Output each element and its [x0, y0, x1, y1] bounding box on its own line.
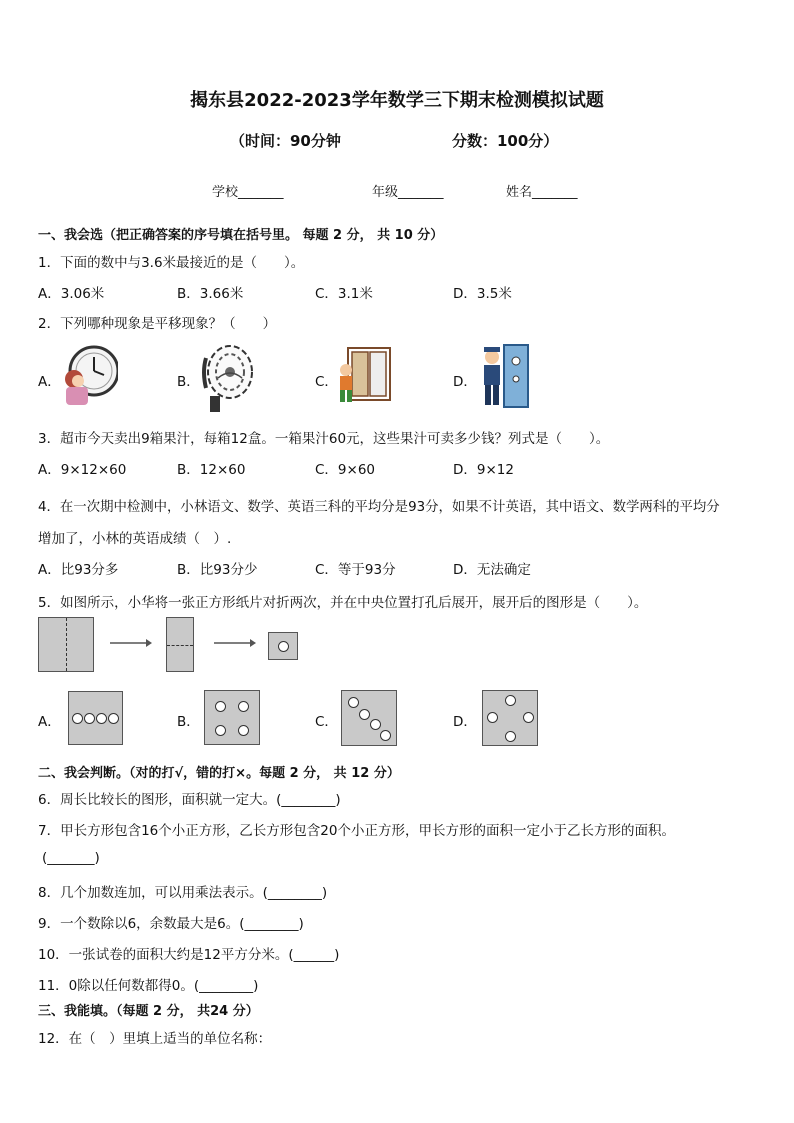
question-8: 8．几个加数连加，可以用乘法表示。(________): [38, 885, 328, 901]
section-1-heading: 一、我会选（把正确答案的序号填在括号里。 每题 2 分， 共 10 分）: [38, 228, 444, 243]
arrow-icon: [212, 637, 256, 649]
q5-option-c-figure: [341, 690, 397, 746]
question-6: 6．周长比较长的图形，面积就一定大。(________): [38, 792, 341, 808]
section-2-heading: 二、我会判断。（对的打√，错的打×。每题 2 分， 共 12 分）: [38, 766, 400, 781]
q1-option-b: B．3.66米: [177, 286, 244, 302]
q4-option-a: A．比93分多: [38, 562, 119, 578]
question-11: 11．0除以任何数都得0。(________): [38, 978, 259, 994]
q2-option-a: A．: [38, 374, 61, 390]
question-1: 1．下面的数中与3.6米最接近的是（ ）。: [38, 255, 305, 271]
q5-option-d: D．: [453, 714, 477, 730]
section-3-heading: 三、我能填。（每题 2 分， 共24 分）: [38, 1004, 259, 1019]
question-12: 12．在（ ）里填上适当的单位名称：: [38, 1031, 272, 1047]
question-7: 7．甲长方形包含16个小正方形，乙长方形包含20个小正方形，甲长方形的面积一定小于乙长方形的面积。: [38, 823, 675, 839]
question-9: 9．一个数除以6，余数最大是6。(________): [38, 916, 304, 932]
q5-option-b: B．: [177, 714, 200, 730]
question-3: 3．超市今天卖出9箱果汁，每箱12盒。一箱果汁60元，这些果汁可卖多少钱？列式是（ ）。: [38, 431, 610, 447]
q2-option-b: B．: [177, 374, 200, 390]
q4-option-d: D．无法确定: [453, 562, 531, 578]
exam-time: （时间：90分钟: [230, 132, 341, 150]
name-field: 姓名_______: [506, 185, 578, 200]
q5-option-a-figure: [68, 691, 123, 745]
page-title: 揭东县2022-2023学年数学三下期末检测模拟试题: [190, 90, 604, 111]
girl-clock-icon: [60, 343, 118, 407]
q3-option-a: A．9×12×60: [38, 462, 127, 478]
q2-option-d: D．: [453, 374, 477, 390]
q3-option-d: D．9×12: [453, 462, 514, 478]
question-2: 2．下列哪种现象是平移现象？（ ）: [38, 316, 277, 332]
school-field: 学校_______: [212, 185, 284, 200]
question-4-line2: 增加了，小林的英语成绩（ ）.: [38, 531, 232, 547]
q1-option-d: D．3.5米: [453, 286, 512, 302]
q5-option-c: C．: [315, 714, 338, 730]
q5-option-a: A．: [38, 714, 61, 730]
q2-option-c: C．: [315, 374, 338, 390]
q1-option-c: C．3.1米: [315, 286, 373, 302]
q3-option-c: C．9×60: [315, 462, 376, 478]
boy-window-icon: [336, 346, 392, 406]
q1-option-a: A．3.06米: [38, 286, 105, 302]
arrow-icon: [108, 637, 152, 649]
spinning-fan-icon: [198, 338, 258, 416]
q4-option-c: C．等于93分: [315, 562, 396, 578]
man-door-icon: [476, 343, 532, 409]
question-7-answer: (_______): [42, 850, 100, 866]
exam-score: 分数：100分）: [452, 132, 559, 150]
q5-option-b-figure: [204, 690, 260, 745]
question-5: 5．如图所示，小华将一张正方形纸片对折两次，并在中央位置打孔后展开，展开后的图形是（ ）。: [38, 595, 648, 611]
paper-folded-twice: [268, 632, 298, 660]
grade-field: 年级_______: [372, 185, 444, 200]
paper-square: [38, 617, 94, 672]
q5-option-d-figure: [482, 690, 538, 746]
paper-folded-once: [166, 617, 194, 672]
q4-option-b: B．比93分少: [177, 562, 258, 578]
question-10: 10．一张试卷的面积大约是12平方分米。(______): [38, 947, 340, 963]
question-4-line1: 4．在一次期中检测中，小林语文、数学、英语三科的平均分是93分，如果不计英语，其中语文、数学两科的平均分: [38, 500, 720, 515]
q3-option-b: B．12×60: [177, 462, 246, 478]
